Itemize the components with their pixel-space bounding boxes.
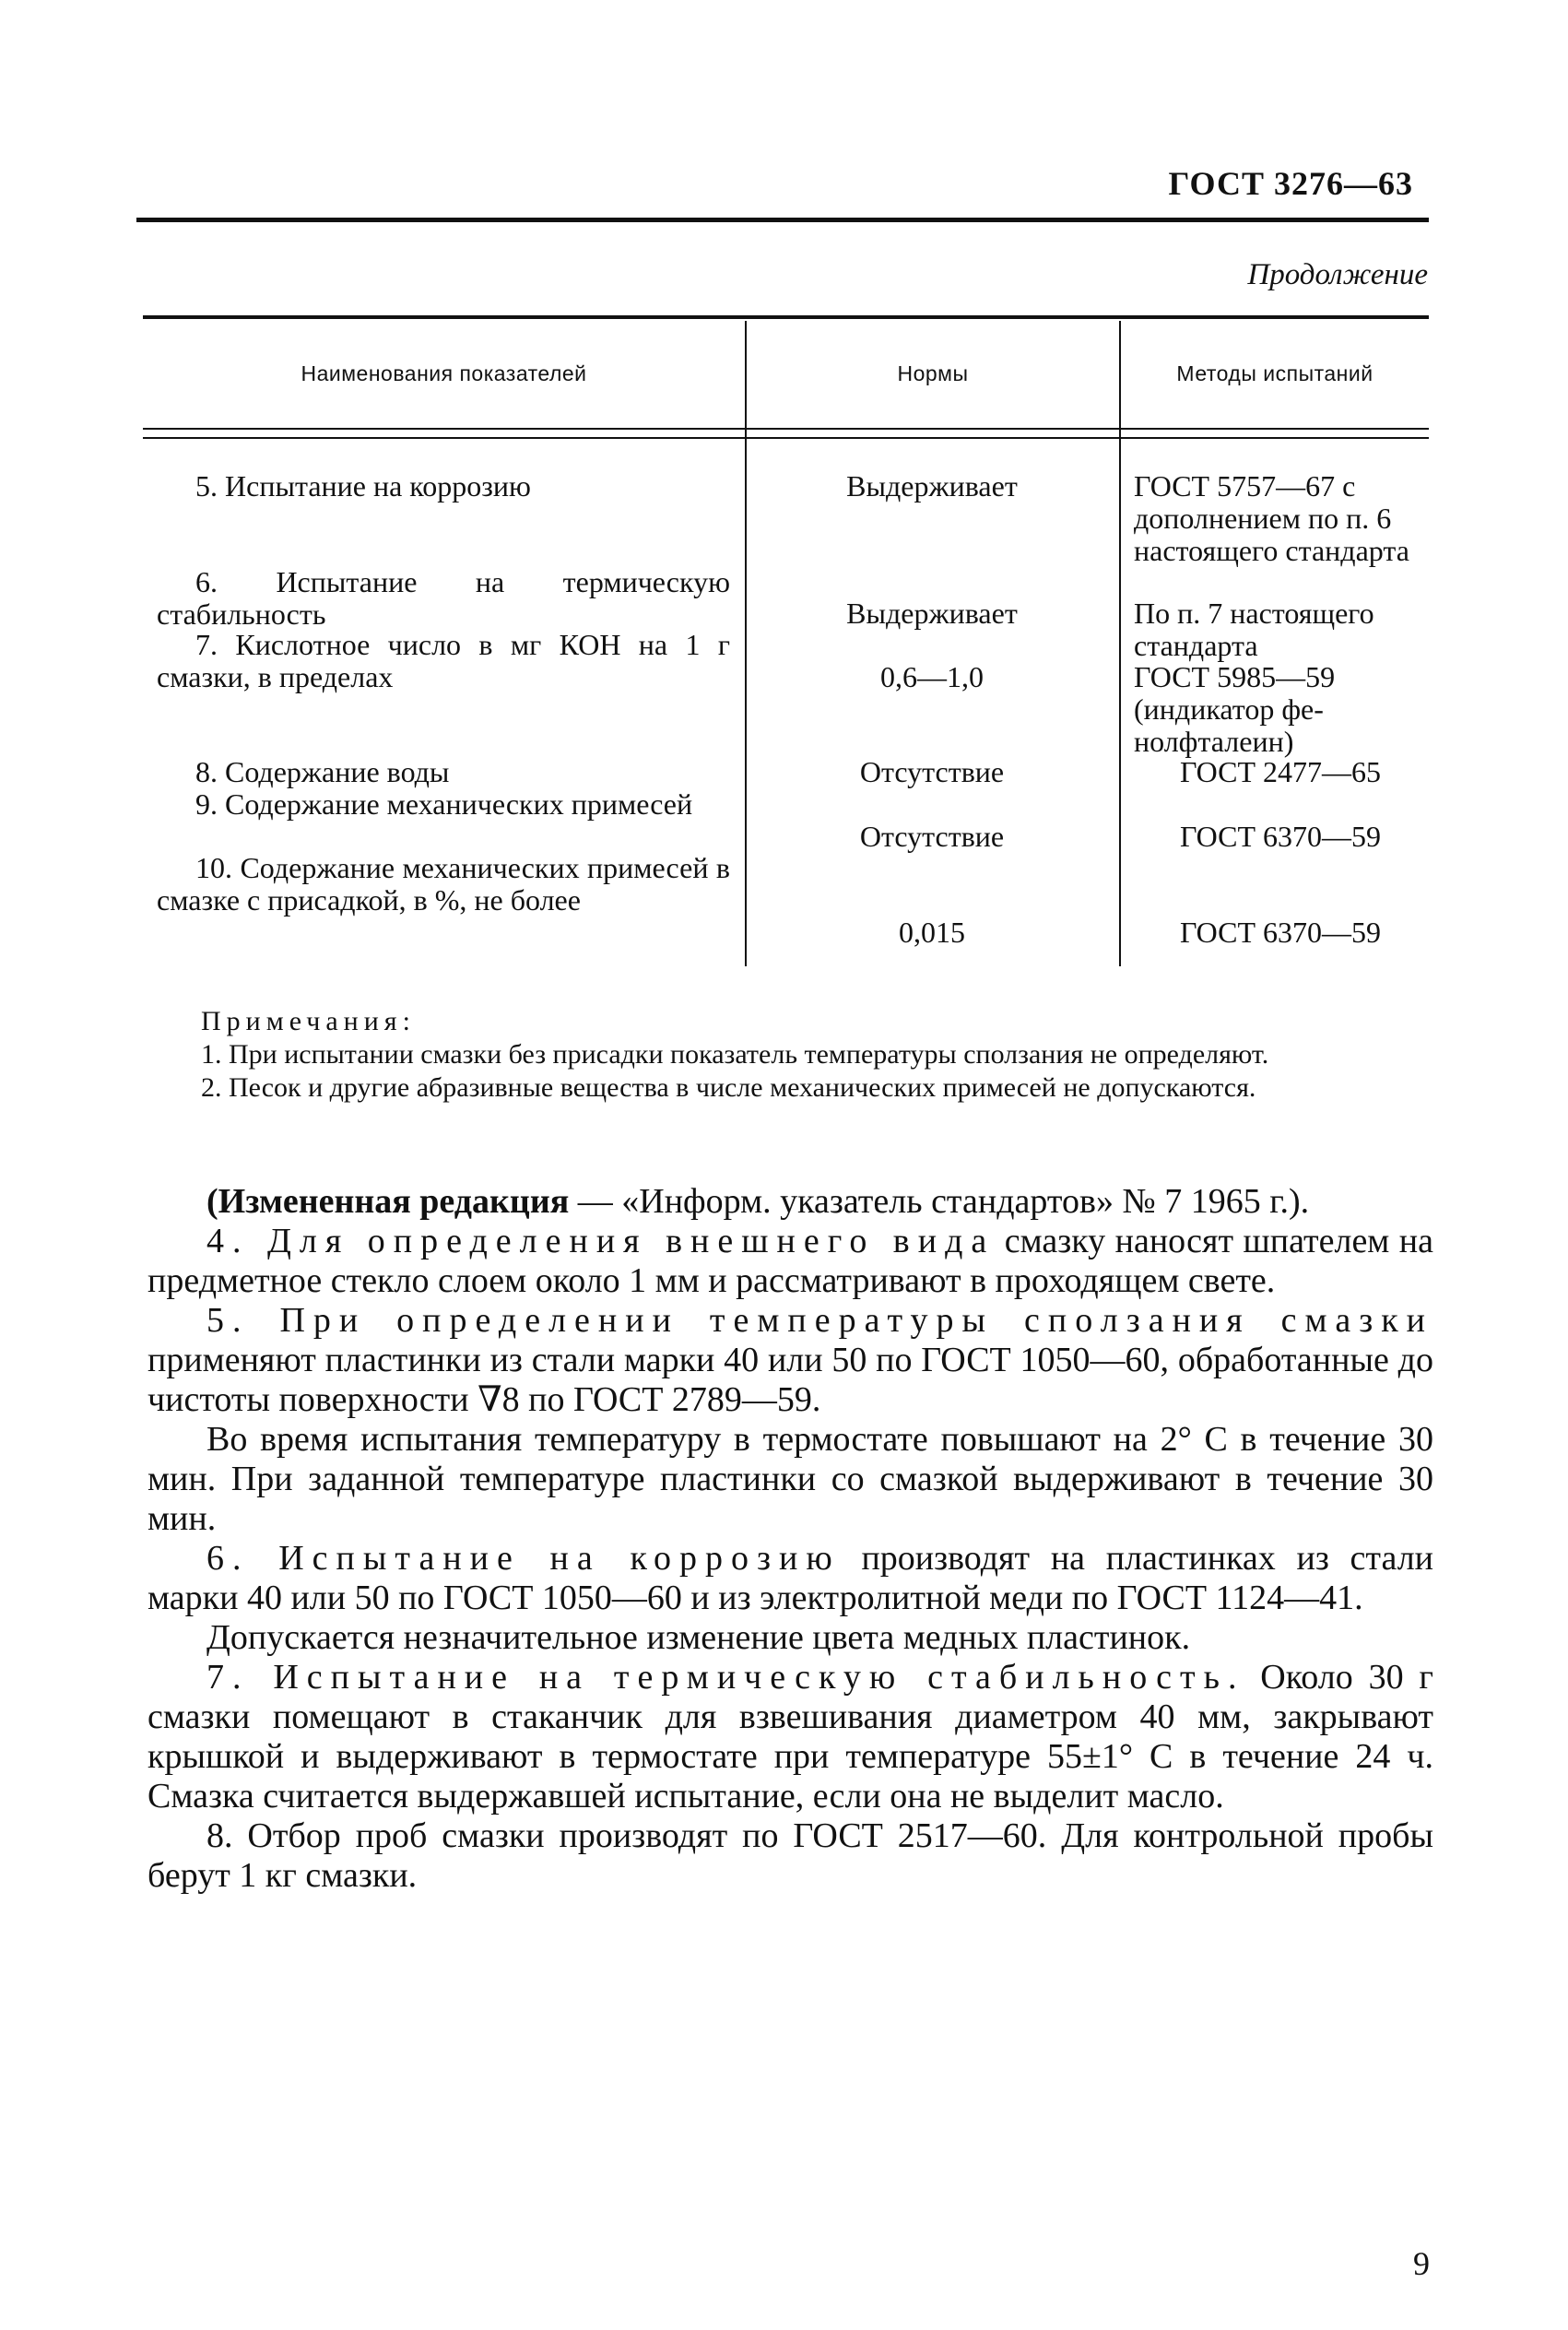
table-cell-norm: 0,6—1,0 xyxy=(880,660,984,693)
table-cell-norm: 0,015 xyxy=(899,916,965,949)
note-item: 1. При испытании смазки без присадки показатель температуры сползания не определяют. xyxy=(201,1039,1269,1070)
standard-number: ГОСТ 3276—63 xyxy=(1168,165,1413,202)
section-5-text: применяют пластинки из стали марки 40 или 50 по ГОСТ 1050—60, обработанные до чистоты поверхности ∇8 по ГОСТ 2789—59. xyxy=(147,1341,1433,1419)
section-6-text: производят на пластинках из стали марки 40 или 50 по ГОСТ 1050—60 и из электролитной меди по ГОСТ 1124—41. xyxy=(147,1539,1433,1617)
table-cell-method: ГОСТ 5757—67 с дополнением по п. 6 настоящего стандарта xyxy=(1134,469,1409,567)
section-7-text: Около 30 г смазки помещают в стаканчик для взвешивания диаметром 40 мм, закрывают крышкой и выдерживают в термостате при температуре 55±1° С в течение 24 ч. Смазка считается выдержавшей испытание, если она не выделит масло. xyxy=(147,1658,1433,1816)
body-text xyxy=(147,1182,1433,1896)
section-6-paragraph: Допускается незначительное изменение цвета медных пластинок. xyxy=(206,1618,1191,1657)
section-5-paragraph: Во время испытания температуру в термостате повышают на 2° С в течение 30 мин. При заданной температуре пластинки со смазкой выдерживают в течение 30 мин. xyxy=(147,1420,1433,1538)
header-rule xyxy=(136,218,1429,222)
section-8-paragraph: 8. Отбор проб смазки производят по ГОСТ 2517—60. Для контрольной пробы берут 1 кг смазки. xyxy=(147,1816,1433,1895)
specifications-table xyxy=(143,315,1429,970)
table-column-divider xyxy=(745,321,747,966)
table-cell-norm: Отсутствие xyxy=(859,755,1005,788)
notes-heading: Примечания: xyxy=(201,1006,416,1036)
edition-note-rest: — «Информ. указатель стандартов» № 7 1965 г.). xyxy=(569,1182,1310,1221)
table-cell-name: 9. Содержание механических примесей xyxy=(195,787,693,821)
section-4-title: 4. Для определения внешнего вида xyxy=(206,1222,996,1260)
continued-label: Продолжение xyxy=(1247,258,1428,291)
column-header-method: Методы испытаний xyxy=(1176,361,1373,385)
table-cell-norm: Выдерживает xyxy=(846,597,1018,630)
table-cell-name: 6. Испытание на термическую стабильность xyxy=(157,565,730,631)
table-cell-method: ГОСТ 6370—59 xyxy=(1179,916,1382,949)
table-top-rule xyxy=(143,315,1429,319)
table-cell-method: ГОСТ 6370—59 xyxy=(1179,820,1382,853)
page-number: 9 xyxy=(1413,2245,1430,2282)
section-5-title: 5. При определении температуры сползания смазки xyxy=(206,1301,1433,1340)
table-cell-name: 7. Кислотное число в мг КОН на 1 г смазки, в пределах xyxy=(157,628,730,693)
section-4-text: смазку наносят шпателем на предметное стекло слоем около 1 мм и рассматривают в проходящем свете. xyxy=(147,1222,1434,1300)
table-cell-method: По п. 7 настоящего стандарта xyxy=(1134,597,1374,662)
table-cell-name: 10. Содержание механических примесей в смазке с присадкой, в %, не более xyxy=(157,851,730,917)
edition-note-bold: (Измененная редакция xyxy=(206,1182,570,1221)
table-cell-name: 8. Содержание воды xyxy=(195,755,450,788)
table-header-rule xyxy=(143,437,1429,439)
table-cell-name: 5. Испытание на коррозию xyxy=(195,469,531,503)
table-cell-method: ГОСТ 2477—65 xyxy=(1179,755,1382,788)
table-cell-method: ГОСТ 5985—59 (индикатор фенолфталеин) xyxy=(1134,660,1336,758)
notes-section xyxy=(201,1005,1436,1105)
note-item: 2. Песок и другие абразивные вещества в числе механических примесей не допускаются. xyxy=(201,1072,1256,1103)
section-7-title: 7. Испытание на термическую стабильность. xyxy=(206,1658,1245,1697)
table-header-rule xyxy=(143,428,1429,430)
column-header-name: Наименования показателей xyxy=(301,361,587,385)
table-column-divider xyxy=(1119,321,1121,966)
column-header-norm: Нормы xyxy=(897,361,969,385)
table-cell-norm: Выдерживает xyxy=(846,469,1018,503)
section-6-title: 6. Испытание на коррозию xyxy=(206,1539,841,1578)
table-cell-norm: Отсутствие xyxy=(859,820,1005,853)
